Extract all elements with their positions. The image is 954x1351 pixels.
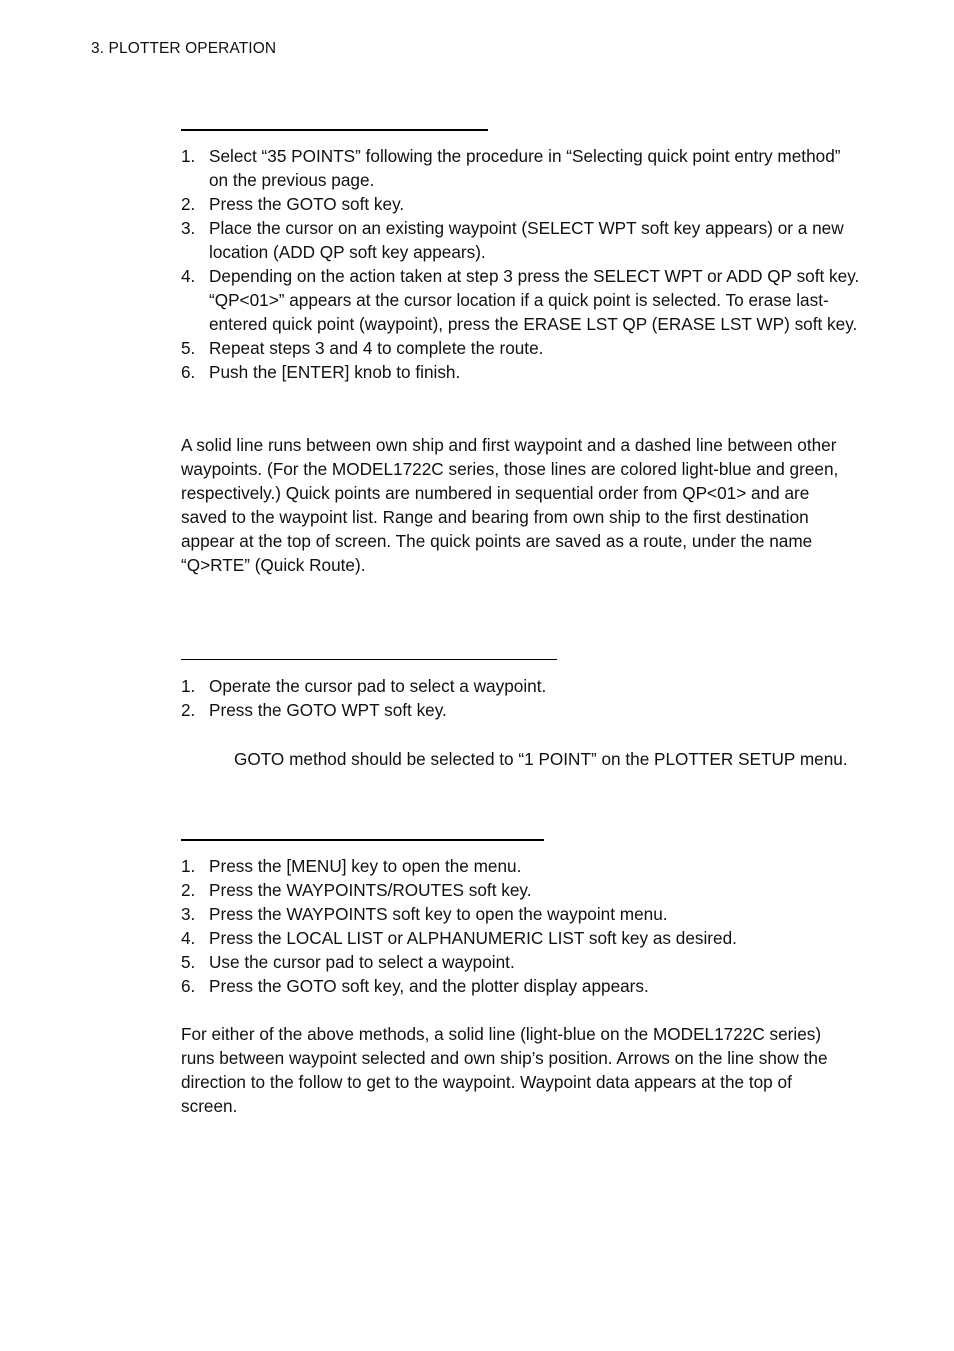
list-item — [181, 950, 861, 974]
list-item — [181, 336, 861, 360]
steps-list — [181, 674, 861, 722]
step-text: Press the GOTO WPT soft key. — [209, 700, 447, 720]
list-item — [181, 264, 861, 336]
step-number: 4. — [181, 266, 196, 286]
step-number: 3. — [181, 904, 196, 924]
step-text: Select “35 POINTS” following the procedure in “Selecting quick point entry method” on the previous page. — [209, 146, 841, 190]
list-item — [181, 216, 861, 264]
list-item — [181, 926, 861, 950]
step-text: Press the GOTO soft key, and the plotter display appears. — [209, 976, 649, 996]
list-item — [181, 360, 861, 384]
list-item — [181, 192, 861, 216]
body-paragraph: A solid line runs between own ship and first waypoint and a dashed line between other waypoints. (For the MODEL1722C series, those lines are colored light-blue and green, respectively.) Quick points are numbered in sequential order from QP<01> and are saved to the waypoint list. Range and bearing from own ship to the first destination appear at the top of screen. The quick points are saved as a route, under the name “Q>RTE” (Quick Route). — [181, 435, 839, 575]
step-number: 4. — [181, 928, 196, 948]
step-number: 1. — [181, 146, 196, 166]
list-item — [181, 878, 861, 902]
step-number: 2. — [181, 700, 196, 720]
step-text: Depending on the action taken at step 3 press the SELECT WPT or ADD QP soft key. “QP<01>” appears at the cursor location if a quick point is selected. To erase last-entered quick point (waypoint), press the ERASE LST QP (ERASE LST WP) soft key. — [209, 266, 860, 334]
note-paragraph: GOTO method should be selected to “1 POINT” on the PLOTTER SETUP menu. — [234, 749, 848, 769]
step-number: 6. — [181, 362, 196, 382]
step-text: Press the GOTO soft key. — [209, 194, 405, 214]
list-item — [181, 974, 861, 998]
step-number: 1. — [181, 676, 196, 696]
list-item — [181, 698, 861, 722]
section-heading-rule — [181, 659, 557, 660]
page-header: 3. PLOTTER OPERATION — [91, 40, 277, 57]
list-item — [181, 144, 861, 192]
step-text: Press the LOCAL LIST or ALPHANUMERIC LIST soft key as desired. — [209, 928, 737, 948]
section-heading-rule — [181, 839, 544, 841]
step-number: 5. — [181, 952, 196, 972]
step-text: Press the WAYPOINTS soft key to open the waypoint menu. — [209, 904, 668, 924]
step-text: Operate the cursor pad to select a waypoint. — [209, 676, 547, 696]
steps-list — [181, 144, 861, 384]
step-text: Press the WAYPOINTS/ROUTES soft key. — [209, 880, 532, 900]
list-item — [181, 902, 861, 926]
step-number: 2. — [181, 880, 196, 900]
steps-list — [181, 854, 861, 998]
step-text: Push the [ENTER] knob to finish. — [209, 362, 461, 382]
step-number: 1. — [181, 856, 196, 876]
step-text: Use the cursor pad to select a waypoint. — [209, 952, 515, 972]
list-item — [181, 854, 861, 878]
section-heading-rule — [181, 129, 488, 131]
body-paragraph: For either of the above methods, a solid line (light-blue on the MODEL1722C series) runs between waypoint selected and own ship’s position. Arrows on the line show the direction to the follow to get to the waypoint. Waypoint data appears at the top of screen. — [181, 1024, 828, 1116]
step-number: 6. — [181, 976, 196, 996]
step-text: Place the cursor on an existing waypoint (SELECT WPT soft key appears) or a new location (ADD QP soft key appears). — [209, 218, 844, 262]
step-text: Repeat steps 3 and 4 to complete the route. — [209, 338, 544, 358]
step-number: 5. — [181, 338, 196, 358]
step-number: 3. — [181, 218, 196, 238]
step-number: 2. — [181, 194, 196, 214]
list-item — [181, 674, 861, 698]
step-text: Press the [MENU] key to open the menu. — [209, 856, 522, 876]
